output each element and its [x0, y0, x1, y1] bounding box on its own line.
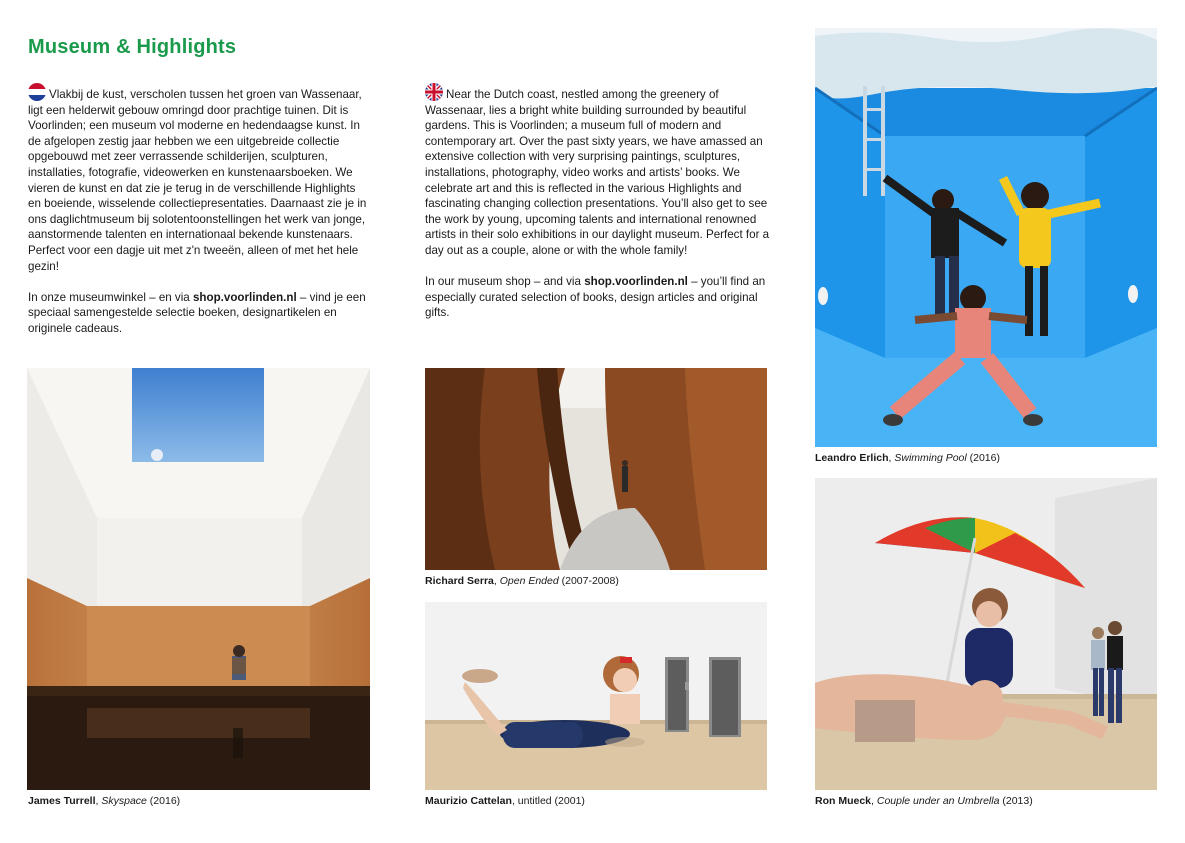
dutch-intro-text: Vlakbij de kust, verscholen tussen het groen van Wassenaar, ligt een helderwit gebouw omringd door prachtige tuinen. Dit is Voorlinden; een museum vol moderne en hedendaagse kunst. In de afgelopen zestig jaar hebben we een uitgebreide collectie opgebouwd met zeer verrassende schilderijen, sculpturen, installaties, fotografie, videowerken en kunstenaarsboeken. We vieren de kunst en dat zie je terug in de verschillende Highlights en boeiende, wisselende collectiepresentaties. Daarnaast zie je in ons daglichtmuseum bij solotentoonstellingen het werk van jonge, aanstormende talenten en internationaal bekende kunstenaars. Perfect voor een dagje uit met z'n tweeën, alleen of met het hele gezin!	[28, 88, 367, 273]
dutch-shop-link[interactable]: shop.voorlinden.nl	[192, 290, 297, 304]
artwork-year: (2016)	[966, 452, 1000, 464]
artist-name: Maurizio Cattelan	[425, 795, 512, 807]
caption-separator: ,	[888, 452, 895, 464]
english-intro-paragraph	[425, 83, 770, 259]
english-shop-text-end: – you’ll find an especially curated selection of books, design articles and original gifts.	[425, 275, 766, 320]
english-text-column	[425, 83, 770, 337]
skyspace-caption	[28, 795, 180, 808]
artist-name: Richard Serra	[425, 575, 494, 587]
artwork-title: Swimming Pool	[894, 452, 967, 464]
open-ended-caption	[425, 575, 619, 588]
artwork-title: Couple under an Umbrella	[876, 795, 1000, 807]
dutch-intro-paragraph	[28, 83, 368, 274]
swimming-pool-photo	[815, 28, 1157, 447]
artist-name: James Turrell	[28, 795, 96, 807]
artwork-title: untitled	[517, 795, 552, 807]
united-kingdom-flag-icon	[425, 83, 443, 101]
skyspace-photo	[27, 368, 370, 790]
artwork-year: (2013)	[999, 795, 1033, 807]
english-shop-text: In our museum shop – and via	[425, 275, 585, 289]
page-title: Museum & Highlights	[28, 36, 237, 58]
caption-separator: ,	[493, 575, 500, 587]
english-shop-link[interactable]: shop.voorlinden.nl	[584, 275, 688, 289]
artwork-year: (2007-2008)	[558, 575, 619, 587]
dutch-shop-text: In onze museumwinkel – en via	[28, 290, 193, 304]
swimming-pool-caption	[815, 452, 1000, 465]
artist-name: Ron Mueck	[815, 795, 872, 807]
artist-name: Leandro Erlich	[815, 452, 889, 464]
untitled-photo	[425, 602, 767, 790]
couple-umbrella-caption	[815, 795, 1033, 808]
artwork-title: Open Ended	[499, 575, 559, 587]
open-ended-photo	[425, 368, 767, 570]
caption-separator: ,	[511, 795, 518, 807]
caption-separator: ,	[95, 795, 102, 807]
untitled-caption	[425, 795, 585, 808]
dutch-text-column	[28, 83, 368, 352]
dutch-shop-text-end: – vind je een speciaal samengestelde selectie boeken, designartikelen en originele cadeaus.	[28, 290, 366, 335]
caption-separator: ,	[871, 795, 877, 807]
dutch-shop-paragraph	[28, 290, 368, 337]
couple-umbrella-photo	[815, 478, 1157, 790]
artwork-title: Skyspace	[101, 795, 147, 807]
english-shop-paragraph	[425, 274, 770, 321]
english-intro-text: Near the Dutch coast, nestled among the greenery of Wassenaar, lies a bright white building surrounded by beautiful gardens. This is Voorlinden; a museum full of modern and contemporary art. Over the past sixty years, we have amassed an extensive collection with very surprising paintings, sculptures, installations, photography, video works and artists’ books. We celebrate art and this is reflected in the various Highlights and fascinating changing collection presentations. You’ll also get to see the work by young, upcoming talents and international renowned artists in their solo exhibitions in our daylight museum. Perfect for a day out as a couple, alone or with the whole family!	[425, 88, 770, 257]
netherlands-flag-icon	[28, 83, 46, 101]
artwork-year: (2016)	[146, 795, 181, 807]
artwork-year: (2001)	[551, 795, 585, 807]
